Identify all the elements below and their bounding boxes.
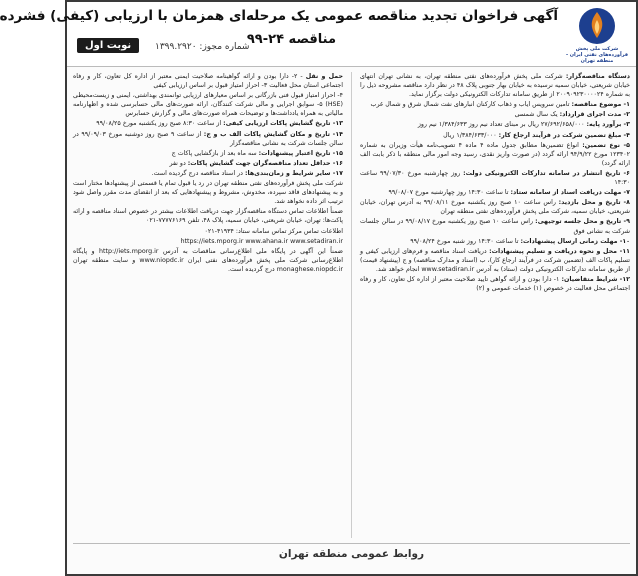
notice-paragraph (360, 72, 630, 99)
paragraph-heading: ۳- برآورد پایه: (586, 121, 630, 129)
paragraph-text: راس ساعت ۱۰ صبح روز یکشنبه مورخ ۹۹/۰۸/۱۷ در سالن جلسات شرکت به نشانی فوق (360, 218, 630, 235)
notice-paragraph (360, 120, 630, 129)
public-relations-signature: روابط عمومی منطقه تهران (278, 548, 425, 560)
notice-paragraph (73, 207, 343, 225)
paragraph-text: ۲۷/۶۹۲/۶۵۸/۰۰۰ ریال بر مبنای تعداد نیم روز ۱/۳۸۴/۶۳۳ نیم روز (417, 121, 587, 129)
left-column (73, 72, 343, 538)
paragraph-heading: ۹- تاریخ و محل جلسه توجیهی: (535, 218, 630, 226)
paragraph-text: تا ساعت ۱۴:۳۰ روز شنبه مورخ ۹۹/۰۸/۲۴ (410, 237, 521, 245)
notice-paragraph (360, 237, 630, 246)
paragraph-text: شرکت ملی پخش فرآورده‌های نفتی منطقه تهران، به نشانی تهران انتهای خیابان شریعتی، خیابان سمیه نرسیده به خیابان بهار جنوبی پلاک ۴۸ در نظر دارد مناقصه مشروحه ذیل را به شماره ۲۰۰۹۰۹۲۳۰۰۰۰۲۴ از طریق سامانه تدارکات الکترونیکی دولت برگزار نماید. (360, 73, 630, 99)
paragraph-heading: ۱۴- تاریخ و مکان گشایش پاکات الف ب و ج: (203, 130, 343, 138)
paragraph-heading: ۶- تاریخ انتشار در سامانه تدارکات الکترونیکی دولت: (463, 169, 630, 177)
notice-body (73, 72, 630, 538)
paragraph-text: از ساعت ۹ صبح روز دوشنبه مورخ ۹۹/۰۹/۰۳ در سالن جلسات شرکت به نشانی مناقصه‌گزار (73, 130, 343, 147)
paragraph-heading: ۷- مهلت دریافت اسناد از سامانه ستاد: (510, 189, 630, 197)
notice-paragraph (360, 188, 630, 197)
paragraph-text: سه ماه بعد از بازگشایی پاکات ج (171, 149, 259, 157)
tender-number: مناقصه ۲۴-۹۹ (246, 32, 336, 47)
notice-paragraph (360, 131, 630, 140)
paragraph-text: دریافت اسناد مناقصه و فرم‌های ارزیابی کیفی و تسلیم پاکات الف (تضمین شرکت در فرآیند ارجاع کار)، ب (اسناد و مدارک مناقصه) و ج (پیشنهاد قیمت) از طریق سامانه تدارکات الکترونیکی دولت (ستاد) به آدرس www.setadiran.ir انجام خواهد شد. (360, 247, 630, 273)
paragraph-heading: ۱۵- تاریخ اعتبار پیشنهادات: (258, 149, 343, 157)
notice-paragraph (73, 237, 343, 246)
flame-logo-icon (575, 6, 619, 46)
notice-header (0, 2, 636, 67)
notice-paragraph (360, 198, 630, 216)
paragraph-heading: ۱۰- مهلت زمانی ارسال پیشنهادات: (520, 237, 630, 245)
paragraph-text: دو نفر (169, 159, 188, 167)
paragraph-text: ۴- احراز امتیاز قبول فنی بازرگانی بر اساس معیارهای ارزیابی توانمندی بهداشتی، ایمنی و زیست‌محیطی (HSE) ۵- سوابق اجرایی و مالی شرکت کنندگان، ارائه صورت‌های مالی حسابرسی شده و اظهارنامه مالیاتی به همراه یادداشت‌ها و توضیحات همراه صورت‌های مالی و گزارش حسابرس (73, 92, 343, 118)
notice-paragraph (360, 217, 630, 235)
notice-paragraph (360, 110, 630, 119)
notice-paragraph (360, 100, 630, 109)
paragraph-text: تا ساعت ۱۴:۳۰ روز چهارشنبه مورخ ۹۹/۰۸/۰۷ (388, 189, 511, 197)
notice-paragraph (73, 119, 343, 128)
paragraph-text: ۱- دارا بودن و ارائه گواهی تایید صلاحیت معتبر از اداره کل تعاون، کار و رفاه اجتماعی محل فعالیت در خصوص (۱) خدمات عمومی و (۲) (360, 275, 630, 293)
paragraph-text: راس ساعت ۱۰ صبح روز یکشنبه مورخ ۹۹/۰۸/۱۱ به آدرس تهران، خیابان شریعتی، خیابان سمیه، شرکت ملی پخش فرآورده‌های نفتی منطقه تهران (360, 199, 630, 216)
paragraph-text: - ۲- دارا بودن و ارائه گواهینامه صلاحیت ایمنی معتبر از اداره کل تعاون، کار و رفاه اجتماعی استان محل فعالیت ۳- احراز امتیاز قبول بر اساس ارزیابی کیفی (73, 73, 343, 90)
paragraph-text: ضمناً این آگهی در پایگاه ملی اطلاع‌رسانی مناقصات به آدرس http://iets.mporg.ir و پایگاه اطلاع‌رسانی شرکت ملی پخش فرآورده‌های نفتی ایران www.niopdc.ir و سایت منطقه تهران monaghese.niopdc.ir درج گردیده است. (73, 247, 343, 273)
logo-caption: شرکت ملی پخش فرآورده‌های نفتی ایران - منطقه تهران (565, 46, 629, 64)
paragraph-text: روز چهارشنبه مورخ ۹۹/۰۷/۳۰ ساعت ۱۴:۳۰ (360, 169, 630, 187)
paragraph-text: https://iets.mporg.ir www.ahana.ir www.setadiran.ir (180, 237, 343, 245)
notice-paragraph (360, 275, 630, 293)
paragraph-text: یک سال شمسی (514, 111, 560, 119)
paragraph-heading: ۱۲- شرایط متقاضیان: (561, 275, 630, 283)
paragraph-heading: ۱۳- تاریخ گشایش پاکات ارزیابی کیفی: (223, 120, 343, 128)
notice-paragraph (73, 247, 343, 274)
paragraph-heading: ۱- موضوع مناقصه: (571, 101, 630, 109)
notice-paragraph (73, 179, 343, 206)
paragraph-text: ضمناً اطلاعات تماس دستگاه مناقصه‌گزار جهت دریافت اطلاعات بیشتر در خصوص اسناد مناقصه و ارائه پاکت‌ها: تهران، خیابان شریعتی، خیابان سمیه، پلاک ۴۸، تلفن ۷۷۷۷۶۱۶۹-۰۲۱ (73, 208, 343, 225)
paragraph-heading: ۱۷- سایر شرایط و زمان‌بندی‌ها: (244, 169, 343, 177)
notice-paragraph (360, 169, 630, 187)
notice-paragraph (73, 72, 343, 90)
paragraph-text: انواع تضمین‌ها مطابق جدول ماده ۴ ماده ۴ تصویب‌نامه هیأت وزیران به شماره ۱۲۳۴۰۲ مورخ ۹۴/۹/۲۲ ارائه گردد (در صورت واریز نقدی، رسید وجه امور مالی منطقه با ذکر بابت الف ارائه گردد) (360, 141, 630, 167)
paragraph-heading: ۴- مبلغ تضمین شرکت در فرآیند ارجاع کار: (498, 131, 630, 139)
notice-paragraph (73, 130, 343, 148)
paragraph-heading: ۸- تاریخ و محل بازدید: (558, 199, 631, 207)
notice-title: آگهی فراخوان تجدید مناقصه عمومی یک مرحله‌ای همزمان با ارزیابی (کیفی) فشرده (0, 8, 558, 24)
column-divider (351, 72, 352, 538)
paragraph-text: اطلاعات تماس مرکز تماس سامانه ستاد: ۴۱۹۳۴-۰۲۱ (204, 227, 343, 235)
paragraph-heading: ۱۶- حداقل تعداد مناقصه‌گران جهت گشایش پاکات: (187, 159, 343, 167)
paragraph-text: شرکت ملی پخش فرآورده‌های نفتی منطقه تهران در رد یا قبول تمام یا قسمتی از پیشنهادها مختار است و به پیشنهادهای فاقد سپرده، مخدوش، مشروط و پیشنهادهایی که بعد از انقضای مدت مقرر واصل شود ترتیب اثر داده نخواهد شد. (73, 180, 343, 206)
paragraph-text: ۱/۳۸۴/۶۳۳/۰۰۰ ریال (443, 131, 499, 139)
company-logo (564, 6, 630, 62)
paragraph-heading: دستگاه مناقصه‌گزار: (565, 73, 630, 80)
paragraph-heading: حمل و نقل (305, 73, 343, 80)
notice-paragraph (360, 247, 630, 274)
notice-paragraph (73, 149, 343, 158)
right-column (360, 72, 630, 538)
paragraph-text: در اسناد مناقصه درج گردیده است. (151, 169, 245, 177)
notice-paragraph (73, 159, 343, 168)
paragraph-text: تامین سرویس ایاب و ذهاب کارکنان انبارهای نفت شمال شرق و شمال غرب (370, 101, 572, 109)
permit-number: شماره مجوز: ۱۳۹۹.۲۹۲۰ (155, 42, 250, 52)
paragraph-text: از ساعت ۸:۳۰ صبح روز یکشنبه مورخ ۹۹/۰۸/۲۵ (96, 120, 224, 128)
notice-paragraph (73, 227, 343, 236)
paragraph-heading: ۲- مدت اجرای قرارداد: (559, 111, 630, 119)
paragraph-heading: ۱۱- محل و نحوه دریافت و تسلیم پیشنهادات: (489, 247, 630, 255)
notice-paragraph (73, 91, 343, 118)
round-badge: نوبت اول (77, 38, 139, 53)
paragraph-heading: ۵- نوع تضمین: (582, 141, 630, 149)
notice-paragraph (73, 169, 343, 178)
notice-footer (73, 543, 630, 568)
notice-paragraph (360, 141, 630, 168)
